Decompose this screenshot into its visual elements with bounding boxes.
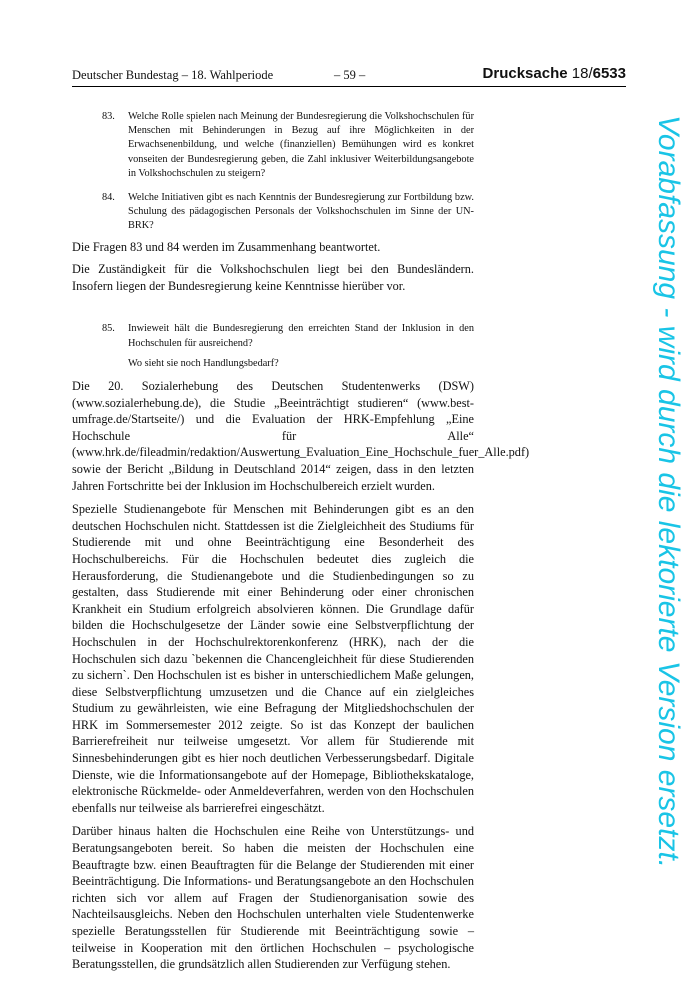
document-number-value: 6533 <box>592 65 626 82</box>
document-number <box>483 65 626 82</box>
question-text: Welche Initiativen gibt es nach Kenntnis der Bundesregierung zur Fortbildung bzw. Schulung des pädagogischen Personals der Volkshochschulen im Sinne der UN-BRK? <box>128 192 474 232</box>
answer-85-paragraph-2: Spezielle Studienangebote für Menschen mit Behinderungen gibt es an den deutschen Hochschulen nicht. Stattdessen ist die Zielgleichheit des Studiums für Studierende mit und ohne Beeinträchtigung eine Besonderheit des Hochschulbereichs. Für die Hochschulen bedeutet dies zugleich die Herausforderung, die Studienangebote und die Studienbedingungen so zu gestalten, dass Studierende mit einer Behinderung oder einer chronischen Krankheit ein Studium erfolgreich absolvieren können. Die Grundlage dafür bilden die Hochschulgesetze der Länder sowie eine Selbstverpflichtung der Hochschulen in der Hochschulrektorenkonferenz (HRK), nach der die Hochschulen sich dazu `bekennen die Chancengleichheit für diese Studierenden zu sichern`. Den Hochschulen ist es bisher in unterschiedlichem Maße gelungen, diese Selbstverpflichtung umzusetzen und die Chance auf ein zielgleiches Studium zu gewährleisten, wie eine Befragung der Mitgliedshochschulen der HRK im Sommersemester 2012 zeigte. So ist das Konzept der baulichen Barrierefreiheit nur teilweise umgesetzt. Vor allem für Studierende mit Sinnesbehinderungen gibt es hier noch deutlichen Verbesserungsbedarf. Digitale Dienste, wie die Informationsangebote auf der Homepage, Bibliothekskataloge, elektronische Rückmelde- oder Anmeldeverfahren, werden von den Hochschulen ebenfalls nur teilweise als barrierefrei eingeschätzt. <box>72 502 474 815</box>
document-label: Drucksache <box>482 65 568 82</box>
question-number: 84. <box>102 192 115 204</box>
question-number: 85. <box>102 323 115 335</box>
answer-85-paragraph-3: Darüber hinaus halten die Hochschulen eine Reihe von Unterstützungs- und Beratungsangeboten bereit. So haben die meisten der Hochschulen eine Beauftragte bzw. einen Beauftragten für die Belange der Studierenden mit einer Beeinträchtigung. Die Informations- und Beratungsangebote an den Hochschulen richten sich vor allem auf Fragen der Studienorganisation sowie des Nachteilsausgleichs. Neben den Hochschulen unterhalten viele Studentenwerke spezielle Beratungsstellen für Studierende mit Beeinträchtigung sowie – teilweise in Kooperation mit den örtlichen Hochschulen – psychologische Beratungsstellen, die grundsätzlich allen Studierenden zur Verfügung stehen. <box>72 824 474 972</box>
draft-watermark: Vorabfassung - wird durch die lektorierte Version ersetzt. <box>652 115 685 869</box>
question-84 <box>72 191 474 234</box>
document-body <box>72 110 530 973</box>
page-number: – 59 – <box>334 68 366 82</box>
answer-85-paragraph-1: Die 20. Sozialerhebung des Deutschen Studentenwerks (DSW) (www.sozialerhebung.de), die Studie „Beeinträchtigt studieren“ (www.best-umfrage.de/Startseite/) und die Evaluation der HRK-Empfehlung „Eine Hochschule für Alle“ (www.hrk.de/fileadmin/redaktion/Auswertung_Evaluation_Eine_Hochschule_fuer_Alle.pdf) sowie der Bericht „Bildung in Deutschland 2014“ zeigen, dass in den letzten Jahren Fortschritte bei der Inklusion im Hochschulbereich erzielt wurden. <box>72 379 530 493</box>
question-text-2: Wo sieht sie noch Handlungsbedarf? <box>128 357 279 369</box>
question-83 <box>72 110 474 181</box>
question-85 <box>72 322 474 371</box>
question-number: 83. <box>102 111 115 122</box>
answer-joint-note: Die Fragen 83 und 84 werden im Zusammenhang beantwortet. <box>72 239 381 254</box>
document-series: 18/ <box>571 65 593 82</box>
question-text: Welche Rolle spielen nach Meinung der Bundesregierung die Volkshochschulen für Menschen mit Behinderungen in Bezug auf ihre Möglichkeiten in der Erwachsenenbildung, und welche (finanziellen) Bemühungen wird es konkret vonseiten der Bundesregierung geben, die Zahl inklusiver Weiterbildungsangebote in Volkshochschulen zu steigern? <box>128 111 474 179</box>
header-publication: Deutscher Bundestag – 18. Wahlperiode <box>72 68 274 82</box>
answer-83-84: Die Zuständigkeit für die Volkshochschulen liegt bei den Bundesländern. Insofern liegen der Bundesregierung keine Kenntnisse hierüber vor. <box>72 262 474 293</box>
question-text: Inwieweit hält die Bundesregierung den erreichten Stand der Inklusion in den Hochschulen für ausreichend? <box>128 323 474 349</box>
page-header <box>72 66 626 87</box>
